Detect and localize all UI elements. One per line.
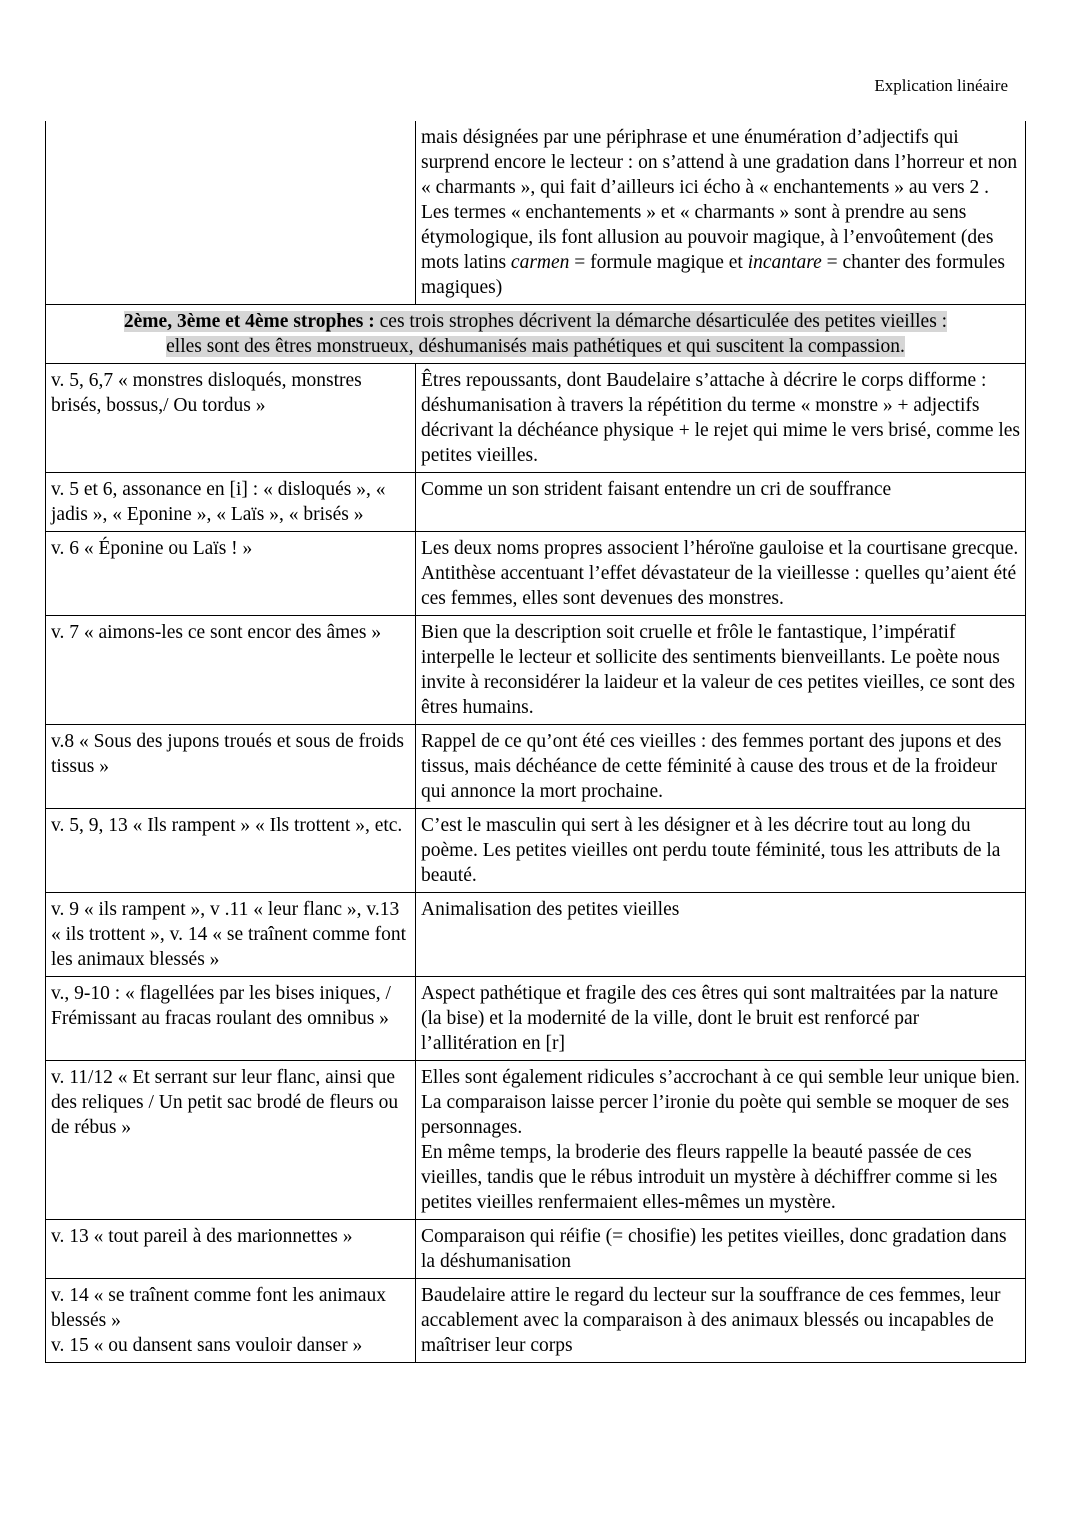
table-row bbox=[46, 809, 1026, 893]
analysis-cell bbox=[416, 121, 1026, 305]
analysis-paragraph: Les deux noms propres associent l’héroïne gauloise et la courtisane grecque. Antithèse accentuant l’effet dévastateur de la vieillesse : quelles qu’aient été ces femmes, elles sont devenues des monstres. bbox=[421, 538, 1019, 609]
quote-cell bbox=[46, 725, 416, 809]
table-row bbox=[46, 893, 1026, 977]
quote-cell bbox=[46, 809, 416, 893]
quote-cell bbox=[46, 121, 416, 305]
quote-cell bbox=[46, 977, 416, 1061]
analysis-paragraph: Comme un son strident faisant entendre un cri de souffrance bbox=[421, 479, 892, 500]
quote-text: v. 5 et 6, assonance en [i] : « disloqués », « jadis », « Eponine », « Laïs », « brisés » bbox=[51, 479, 386, 525]
table-row bbox=[46, 364, 1026, 473]
analysis-paragraph: Baudelaire attire le regard du lecteur sur la souffrance de ces femmes, leur accablement avec la comparaison à des animaux blessés ou incapables de maîtriser leur corps bbox=[421, 1285, 1001, 1356]
quote-text: v., 9-10 : « flagellées par les bises iniques, / Frémissant au fracas roulant des omnibus » bbox=[51, 983, 391, 1029]
quote-cell bbox=[46, 532, 416, 616]
analysis-paragraph: Aspect pathétique et fragile des ces êtres qui sont maltraitées par la nature (la bise) et la modernité de la ville, dont le bruit est renforcé par l’allitération en [r] bbox=[421, 983, 999, 1054]
analysis-cell bbox=[416, 1279, 1026, 1363]
page-header: Explication linéaire bbox=[874, 76, 1008, 95]
analysis-paragraph: Les termes « enchantements » et « charmants » sont à prendre au sens étymologique, ils font allusion au pouvoir magique, à l’envoûtement (des mots latins carmen = formule magique et incantare = chanter des formules magiques) bbox=[421, 202, 1005, 298]
analysis-paragraph: Animalisation des petites vieilles bbox=[421, 899, 680, 920]
analysis-paragraph: C’est le masculin qui sert à les désigner et à les décrire tout au long du poème. Les petites vieilles ont perdu toute féminité, tous les attributs de la beauté. bbox=[421, 815, 1001, 886]
quote-cell bbox=[46, 616, 416, 725]
quote-text: v. 7 « aimons-les ce sont encor des âmes » bbox=[51, 622, 382, 643]
quote-cell bbox=[46, 1061, 416, 1220]
section-title: 2ème, 3ème et 4ème strophes : bbox=[123, 311, 375, 332]
section-text: elles sont des êtres monstrueux, déshumanisés mais pathétiques et qui suscitent la compassion. bbox=[166, 336, 905, 357]
analysis-cell bbox=[416, 893, 1026, 977]
latin-word-incantare: incantare bbox=[747, 252, 822, 273]
quote-text: v. 15 « ou dansent sans vouloir danser » bbox=[51, 1335, 363, 1356]
table-row bbox=[46, 473, 1026, 532]
analysis-paragraph: En même temps, la broderie des fleurs rappelle la beauté passée de ces vieilles, tandis que le rébus introduit un mystère à déchiffrer comme si les petites vieilles renfermaient elles-mêmes un mystère. bbox=[421, 1142, 998, 1213]
analysis-paragraph: Êtres repoussants, dont Baudelaire s’attache à décrire le corps difforme : déshumanisation à travers la répétition du terme « monstre » + adjectifs décrivant la déchéance physique + le rejet qui mime le vers brisé, comme les petites vieilles. bbox=[421, 370, 1021, 466]
quote-text: v. 5, 9, 13 « Ils rampent » « Ils trottent », etc. bbox=[51, 815, 403, 836]
latin-word-carmen: carmen bbox=[510, 252, 570, 273]
analysis-cell bbox=[416, 364, 1026, 473]
analysis-table bbox=[45, 121, 1026, 1363]
quote-cell bbox=[46, 893, 416, 977]
table-row bbox=[46, 1279, 1026, 1363]
analysis-paragraph: Comparaison qui réifie (= chosifie) les petites vieilles, donc gradation dans la déshumanisation bbox=[421, 1226, 1007, 1272]
table-row bbox=[46, 977, 1026, 1061]
analysis-cell bbox=[416, 473, 1026, 532]
table-row bbox=[46, 121, 1026, 305]
quote-cell bbox=[46, 1279, 416, 1363]
section-header bbox=[46, 305, 1026, 364]
table-row bbox=[46, 616, 1026, 725]
quote-text: v.8 « Sous des jupons troués et sous de froids tissus » bbox=[51, 731, 404, 777]
quote-text: v. 9 « ils rampent », v .11 « leur flanc », v.13 « ils trottent », v. 14 « se traînent comme font les animaux blessés » bbox=[51, 899, 407, 970]
analysis-cell bbox=[416, 616, 1026, 725]
quote-text: v. 11/12 « Et serrant sur leur flanc, ainsi que des reliques / Un petit sac brodé de fleurs ou de rébus » bbox=[51, 1067, 399, 1138]
table-row bbox=[46, 532, 1026, 616]
analysis-cell bbox=[416, 1220, 1026, 1279]
table-row bbox=[46, 1061, 1026, 1220]
analysis-paragraph: Bien que la description soit cruelle et frôle le fantastique, l’impératif interpelle le lecteur et sollicite des sentiments bienveillants. Le poète nous invite à reconsidérer la laideur et la valeur de ces petites vieilles, ce sont des êtres humains. bbox=[421, 622, 1015, 718]
quote-text: v. 14 « se traînent comme font les animaux blessés » bbox=[51, 1285, 387, 1331]
quote-cell bbox=[46, 473, 416, 532]
quote-text: v. 6 « Éponine ou Laïs ! » bbox=[51, 538, 253, 559]
analysis-cell bbox=[416, 1061, 1026, 1220]
quote-cell bbox=[46, 364, 416, 473]
analysis-cell bbox=[416, 977, 1026, 1061]
analysis-cell bbox=[416, 532, 1026, 616]
analysis-paragraph: mais désignées par une périphrase et une énumération d’adjectifs qui surprend encore le lecteur : on s’attend à une gradation dans l’horreur et non « charmants », qui fait d’ailleurs ici écho à « enchantements » au vers 2 . bbox=[421, 127, 1018, 198]
quote-text: v. 5, 6,7 « monstres disloqués, monstres brisés, bossus,/ Ou tordus » bbox=[51, 370, 362, 416]
table-row bbox=[46, 1220, 1026, 1279]
quote-text: v. 13 « tout pareil à des marionnettes » bbox=[51, 1226, 353, 1247]
table-row bbox=[46, 725, 1026, 809]
analysis-cell bbox=[416, 725, 1026, 809]
section-header-row bbox=[46, 305, 1026, 364]
section-text: ces trois strophes décrivent la démarche désarticulée des petites vieilles : bbox=[374, 311, 948, 332]
analysis-cell bbox=[416, 809, 1026, 893]
analysis-paragraph: Elles sont également ridicules s’accrochant à ce qui semble leur unique bien. La comparaison laisse percer l’ironie du poète qui semble se moquer de ses personnages. bbox=[421, 1067, 1020, 1138]
analysis-paragraph: Rappel de ce qu’ont été ces vieilles : des femmes portant des jupons et des tissus, mais déchéance de cette féminité à cause des trous et de la froideur qui annonce la mort prochaine. bbox=[421, 731, 1002, 802]
quote-cell bbox=[46, 1220, 416, 1279]
